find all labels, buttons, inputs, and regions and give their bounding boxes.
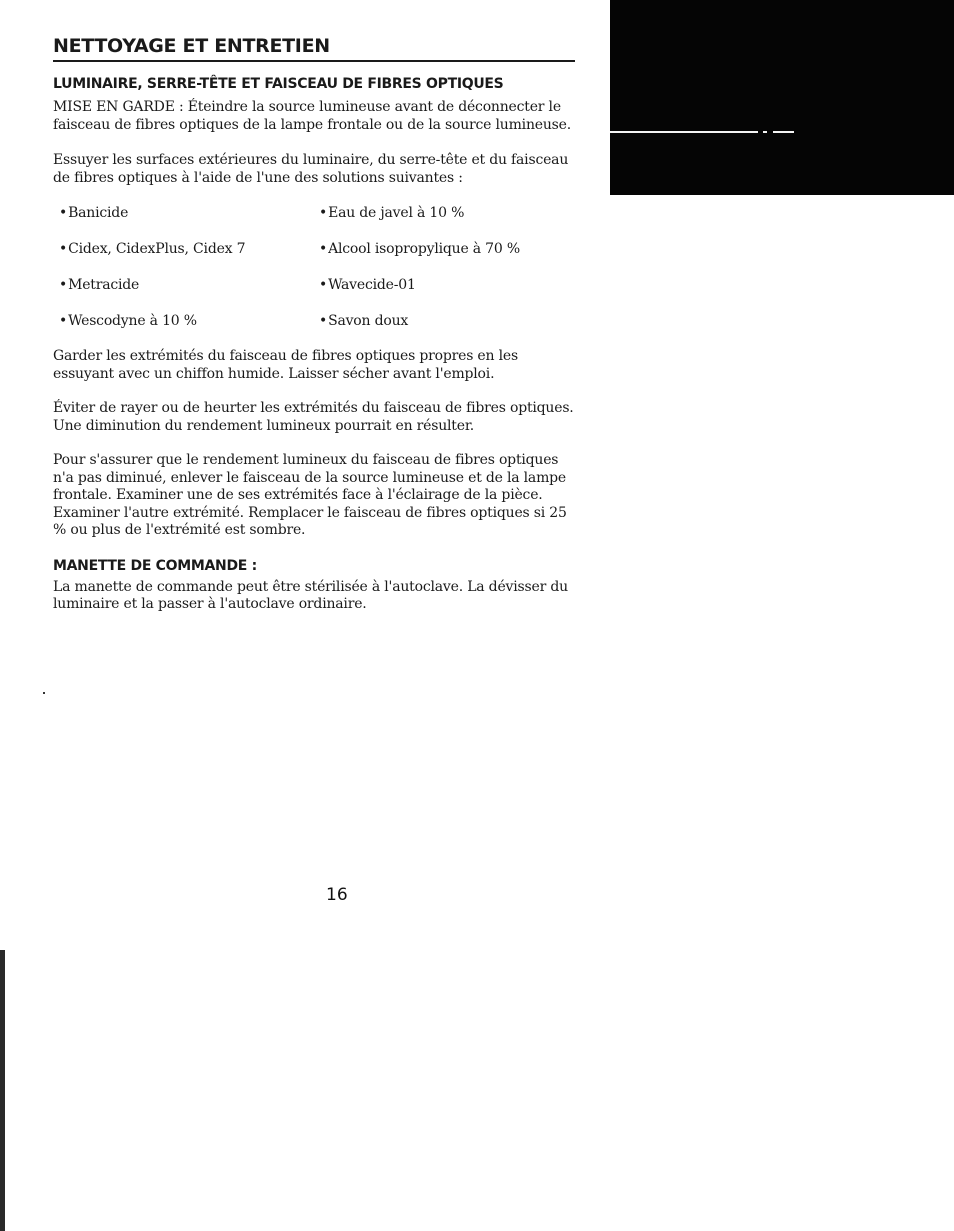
scan-speck — [43, 692, 45, 694]
avoid-scratch-paragraph: Éviter de rayer ou de heurter les extrémités du faisceau de fibres optiques. Une diminution du rendement lumineux pourrait en résulter. — [53, 400, 574, 434]
warning-paragraph: MISE EN GARDE : Éteindre la source lumineuse avant de déconnecter le faisceau de fibres optiques de la lampe frontale ou de la source lumineuse. — [53, 99, 571, 133]
fiber-ends-paragraph: Garder les extrémités du faisceau de fibres optiques propres en les essuyant avec un chiffon humide. Laisser sécher avant l'emploi. — [53, 348, 518, 382]
light-check-paragraph: Pour s'assurer que le rendement lumineux du faisceau de fibres optiques n'a pas diminué, enlever le faisceau de la source lumineuse et de la lampe frontale. Examiner une de ses extrémités face à l'éclairage de la pièce. Examiner l'autre extrémité. Remplacer le faisceau de fibres optiques si 25 % ou plus de l'extrémité est sombre. — [53, 452, 567, 538]
list-item: •Wavecide-01 — [319, 277, 416, 293]
tab-divider-dash — [773, 131, 794, 133]
list-item: •Metracide — [59, 277, 140, 293]
manette-paragraph: La manette de commande peut être stérilisée à l'autoclave. La dévisser du luminaire et la passer à l'autoclave ordinaire. — [53, 578, 568, 612]
scan-edge-shadow — [0, 950, 5, 1231]
section-title: NETTOYAGE ET ENTRETIEN — [53, 35, 575, 62]
list-item: •Banicide — [59, 205, 129, 221]
list-item: •Wescodyne à 10 % — [59, 313, 197, 329]
page-content — [53, 35, 575, 614]
black-index-tab — [610, 0, 954, 195]
subsection-title-manette: MANETTE DE COMMANDE : — [53, 557, 257, 574]
tab-divider-dot — [763, 131, 767, 133]
list-item: •Eau de javel à 10 % — [319, 205, 465, 221]
list-item: •Alcool isopropylique à 70 % — [319, 241, 520, 257]
solutions-list — [59, 204, 575, 330]
list-item: •Savon doux — [319, 313, 409, 329]
tab-divider-line — [610, 131, 758, 133]
page-number: 16 — [326, 885, 348, 905]
list-item: •Cidex, CidexPlus, Cidex 7 — [59, 241, 246, 257]
subsection-title-luminaire: LUMINAIRE, SERRE-TÊTE ET FAISCEAU DE FIBRES OPTIQUES — [53, 76, 504, 92]
intro-paragraph: Essuyer les surfaces extérieures du luminaire, du serre-tête et du faisceau de fibres optiques à l'aide de l'une des solutions suivantes : — [53, 152, 569, 186]
